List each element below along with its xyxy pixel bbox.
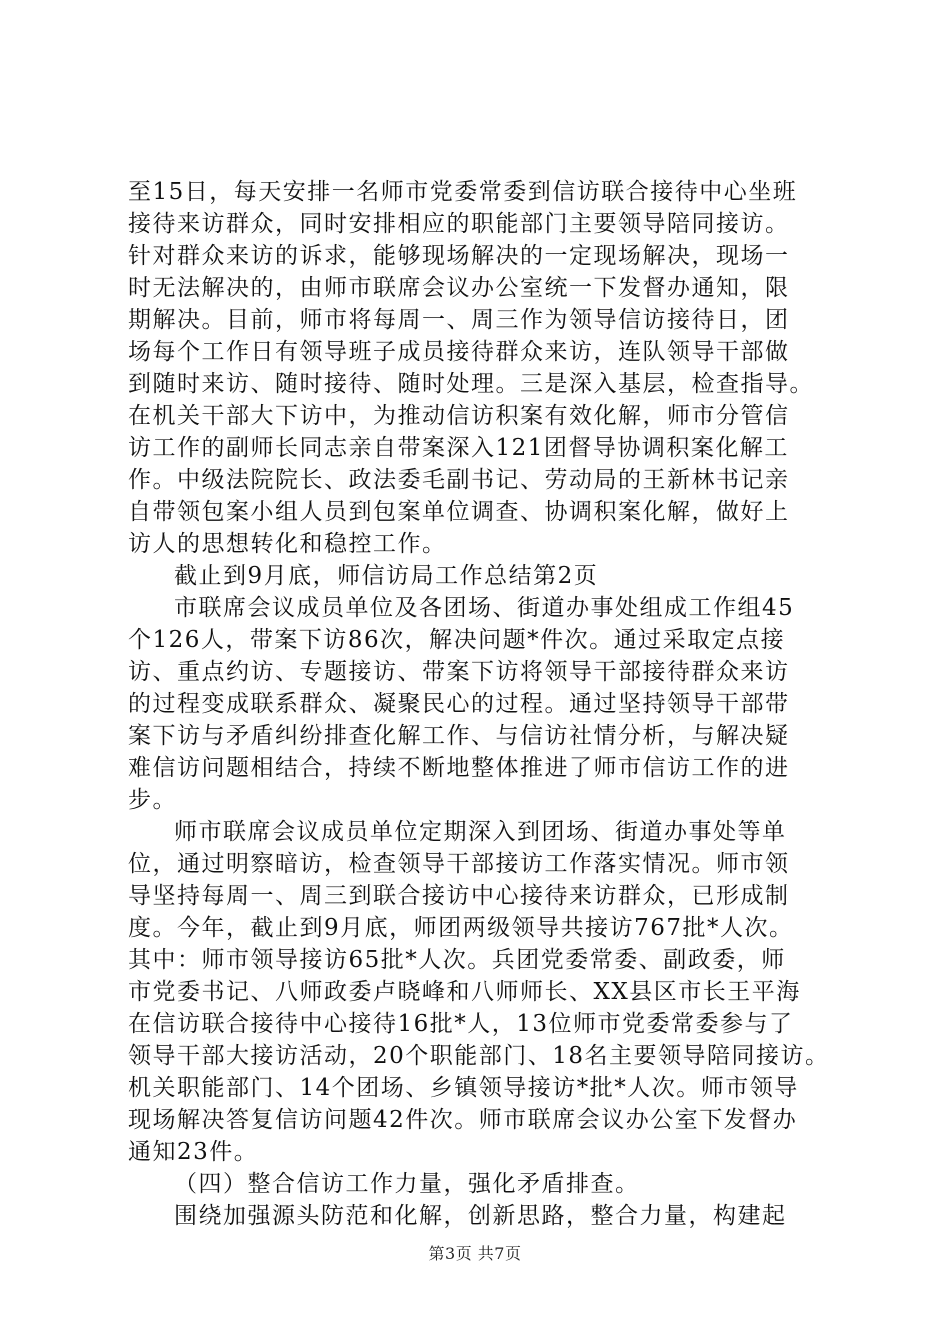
text-line: 个126人，带案下访86次，解决问题*件次。通过采取定点接 — [128, 627, 786, 653]
text-line: 时无法解决的，由师市联席会议办公室统一下发督办通知，限 — [128, 275, 790, 301]
text-line: 至15日，每天安排一名师市党委常委到信访联合接待中心坐班 — [128, 179, 798, 205]
text-line: 的过程变成联系群众、凝聚民心的过程。通过坚持领导干部带 — [128, 691, 790, 717]
text-line: 市党委书记、八师政委卢晓峰和八师师长、XX县区市长王平海 — [128, 979, 801, 1005]
text-line: （四）整合信访工作力量，强化矛盾排查。 — [174, 1171, 640, 1197]
text-line: 场每个工作日有领导班子成员接待群众来访，连队领导干部做 — [128, 339, 790, 365]
text-line: 围绕加强源头防范和化解，创新思路，整合力量，构建起 — [174, 1203, 787, 1229]
text-line: 截止到9月底，师信访局工作总结第2页 — [174, 563, 599, 589]
text-line: 到随时来访、随时接待、随时处理。三是深入基层，检查指导。 — [128, 371, 814, 397]
text-line: 期解决。目前，师市将每周一、周三作为领导信访接待日，团 — [128, 307, 790, 333]
text-line: 通知23件。 — [128, 1139, 259, 1165]
text-line: 度。今年，截止到9月底，师团两级领导共接访767批*人次。 — [128, 915, 794, 941]
text-line: 其中：师市领导接访65批*人次。兵团党委常委、副政委，师 — [128, 947, 786, 973]
text-line: 难信访问题相结合，持续不断地整体推进了师市信访工作的进 — [128, 755, 790, 781]
text-line: 访人的思想转化和稳控工作。 — [128, 531, 447, 557]
text-line: 在机关干部大下访中，为推动信访积案有效化解，师市分管信 — [128, 403, 790, 429]
text-line: 机关职能部门、14个团场、乡镇领导接访*批*人次。师市领导 — [128, 1075, 799, 1101]
document-body — [128, 176, 828, 1232]
text-line: 领导干部大接访活动，20个职能部门、18名主要领导陪同接访。 — [128, 1043, 830, 1069]
text-line: 导坚持每周一、周三到联合接访中心接待来访群众，已形成制 — [128, 883, 790, 909]
text-line: 作。中级法院院长、政法委毛副书记、劳动局的王新林书记亲 — [128, 467, 790, 493]
text-line: 访工作的副师长同志亲自带案深入121团督导协调积案化解工 — [128, 435, 789, 461]
text-line: 位，通过明察暗访，检查领导干部接访工作落实情况。师市领 — [128, 851, 790, 877]
text-line: 在信访联合接待中心接待16批*人，13位师市党委常委参与了 — [128, 1011, 794, 1037]
text-line: 现场解决答复信访问题42件次。师市联席会议办公室下发督办 — [128, 1107, 798, 1133]
text-line: 访、重点约访、专题接访、带案下访将领导干部接待群众来访 — [128, 659, 790, 685]
text-line: 案下访与矛盾纠纷排查化解工作、与信访社情分析，与解决疑 — [128, 723, 790, 749]
text-line: 接待来访群众，同时安排相应的职能部门主要领导陪同接访。 — [128, 211, 790, 237]
text-line: 针对群众来访的诉求，能够现场解决的一定现场解决，现场一 — [128, 243, 790, 269]
text-line: 自带领包案小组人员到包案单位调查、协调积案化解，做好上 — [128, 499, 790, 525]
text-line: 师市联席会议成员单位定期深入到团场、街道办事处等单 — [174, 819, 787, 845]
text-line: 市联席会议成员单位及各团场、街道办事处组成工作组45 — [174, 595, 795, 621]
page-footer: 第3页 共7页 — [428, 1244, 522, 1263]
text-line: 步。 — [128, 787, 177, 813]
